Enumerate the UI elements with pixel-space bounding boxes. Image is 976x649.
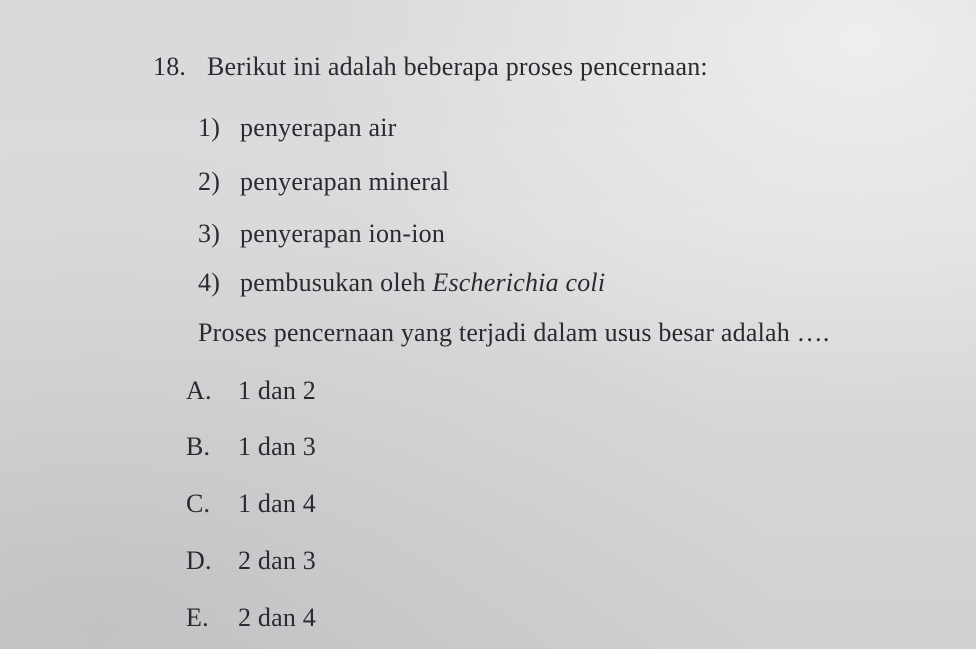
statement-number: 2) — [198, 167, 221, 196]
statement-number: 4) — [198, 268, 221, 297]
option-letter: D. — [186, 546, 212, 575]
answer-option-e[interactable] — [186, 603, 316, 633]
option-text: 1 dan 4 — [238, 489, 316, 518]
statement-number: 1) — [198, 113, 221, 142]
statement-text: penyerapan air — [240, 113, 397, 142]
option-text: 2 dan 4 — [238, 603, 316, 632]
statement-text-species: Escherichia coli — [432, 268, 606, 297]
statement-item — [198, 268, 605, 298]
option-letter: E. — [186, 603, 209, 632]
option-text: 2 dan 3 — [238, 546, 316, 575]
option-letter: C. — [186, 489, 211, 518]
statement-item — [198, 167, 449, 197]
option-letter: B. — [186, 432, 211, 461]
option-text: 1 dan 3 — [238, 432, 316, 461]
answer-option-b[interactable] — [186, 432, 316, 462]
question-prompt: Proses pencernaan yang terjadi dalam usus besar adalah …. — [198, 318, 830, 347]
option-letter: A. — [186, 376, 212, 405]
statement-number: 3) — [198, 219, 221, 248]
question-number: 18. — [153, 52, 187, 81]
answer-option-d[interactable] — [186, 546, 316, 576]
statement-item — [198, 219, 445, 249]
statement-text: penyerapan mineral — [240, 167, 450, 196]
statement-item — [198, 113, 397, 143]
answer-option-a[interactable] — [186, 376, 316, 406]
option-text: 1 dan 2 — [238, 376, 316, 405]
question-stem: Berikut ini adalah beberapa proses pencernaan: — [207, 52, 708, 81]
statement-text-prefix: pembusukan oleh — [240, 268, 426, 297]
answer-option-c[interactable] — [186, 489, 316, 519]
statement-text: penyerapan ion-ion — [240, 219, 446, 248]
